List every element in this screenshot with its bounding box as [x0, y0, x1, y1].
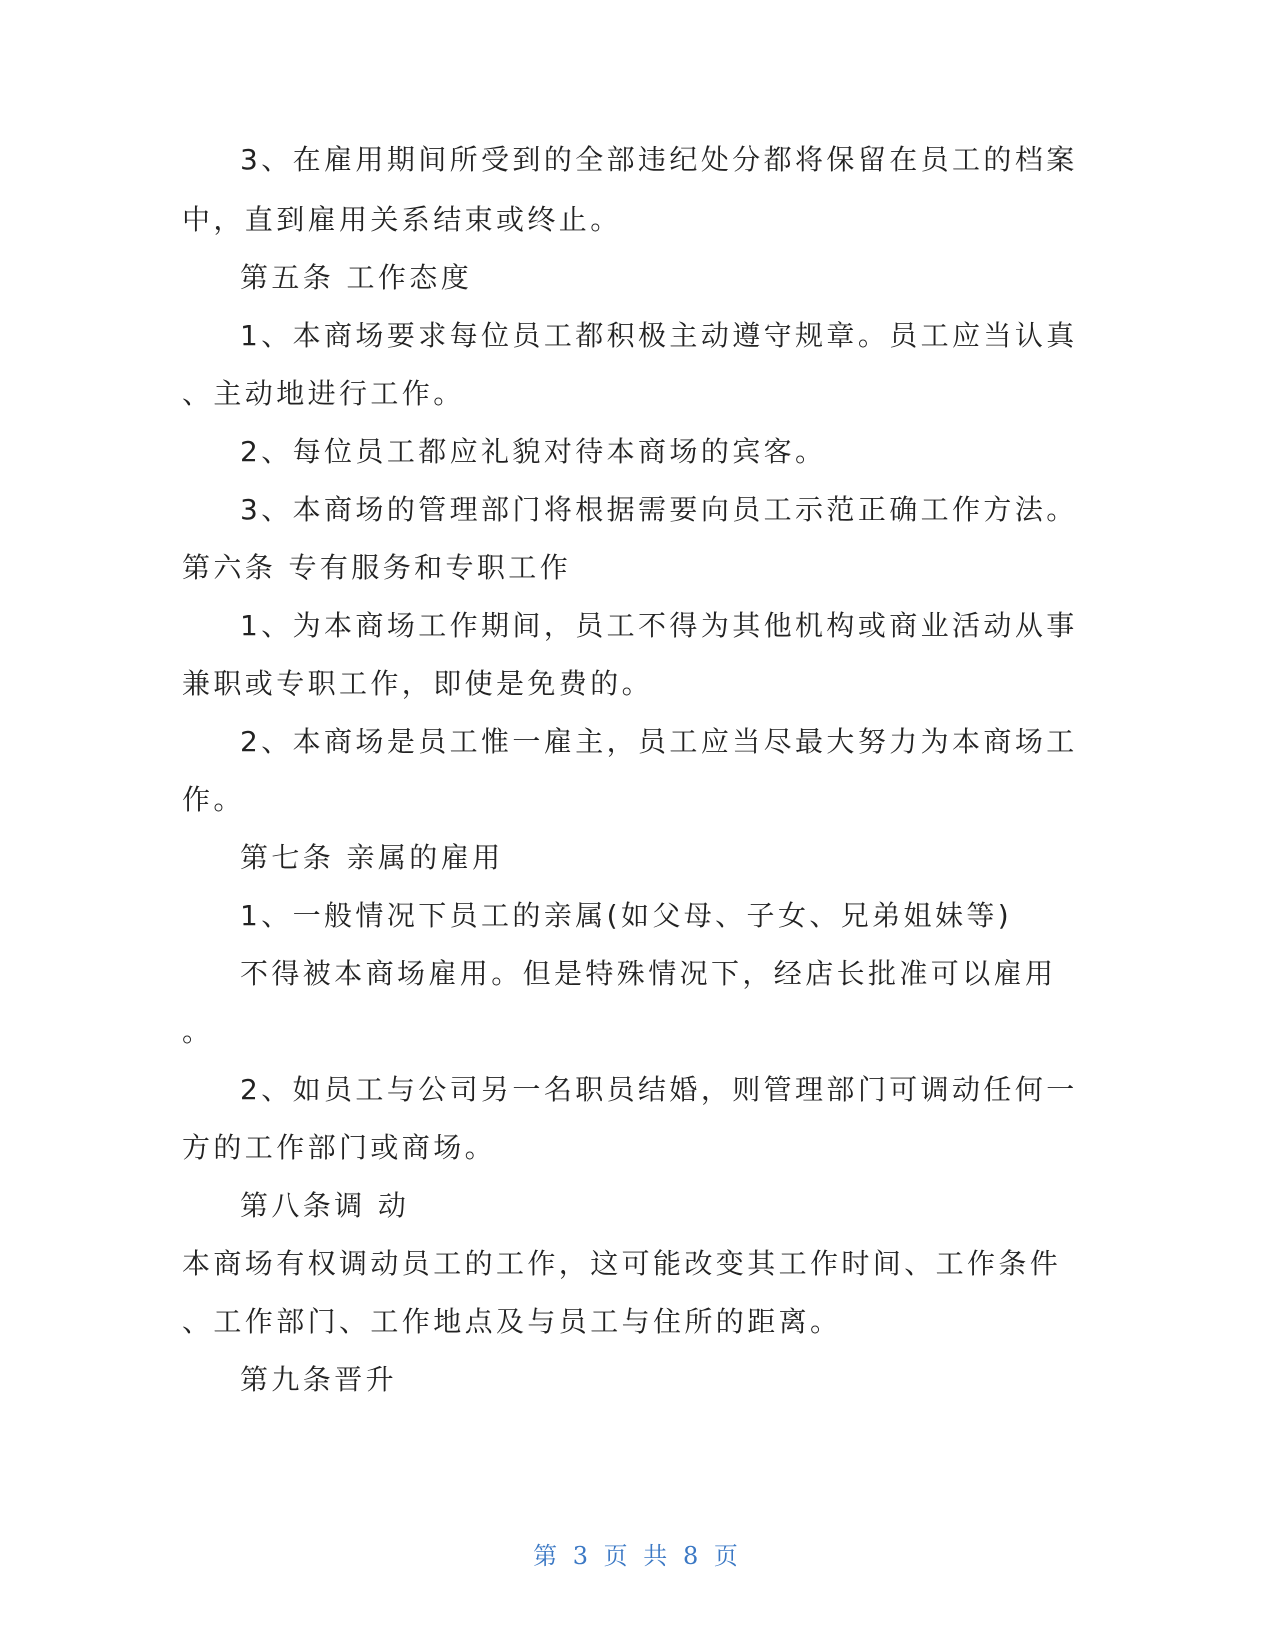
body-line: 、主动地进行工作。 — [182, 377, 465, 410]
body-line: 兼职或专职工作，即使是免费的。 — [182, 667, 654, 700]
body-line: 1、一般情况下员工的亲属(如父母、子女、兄弟姐妹等) — [240, 899, 1013, 932]
page-number: 第 3 页 共 8 页 — [533, 1542, 742, 1570]
body-line: 方的工作部门或商场。 — [182, 1131, 497, 1164]
section-heading: 第五条 工作态度 — [240, 261, 473, 294]
section-heading: 第八条调 动 — [240, 1189, 410, 1222]
section-heading: 第九条晋升 — [240, 1363, 398, 1396]
body-line: 3、本商场的管理部门将根据需要向员工示范正确工作方法。 — [240, 493, 1078, 526]
body-line: 2、每位员工都应礼貌对待本商场的宾客。 — [240, 435, 827, 468]
body-line: 、工作部门、工作地点及与员工与住所的距离。 — [182, 1305, 842, 1338]
body-line: 2、如员工与公司另一名职员结婚，则管理部门可调动任何一 — [240, 1073, 1078, 1106]
body-line: 3、在雇用期间所受到的全部违纪处分都将保留在员工的档案 — [240, 143, 1078, 176]
section-heading: 第六条 专有服务和专职工作 — [182, 551, 572, 584]
body-line: 。 — [182, 1015, 214, 1048]
body-line: 1、本商场要求每位员工都积极主动遵守规章。员工应当认真 — [240, 319, 1078, 352]
body-line: 1、为本商场工作期间，员工不得为其他机构或商业活动从事 — [240, 609, 1078, 642]
body-line: 作。 — [182, 783, 245, 816]
body-line: 本商场有权调动员工的工作，这可能改变其工作时间、工作条件 — [182, 1247, 1062, 1280]
body-line: 不得被本商场雇用。但是特殊情况下，经店长批准可以雇用 — [240, 957, 1057, 990]
body-line: 2、本商场是员工惟一雇主，员工应当尽最大努力为本商场工 — [240, 725, 1078, 758]
body-line: 中，直到雇用关系结束或终止。 — [182, 203, 622, 236]
section-heading: 第七条 亲属的雇用 — [240, 841, 504, 874]
